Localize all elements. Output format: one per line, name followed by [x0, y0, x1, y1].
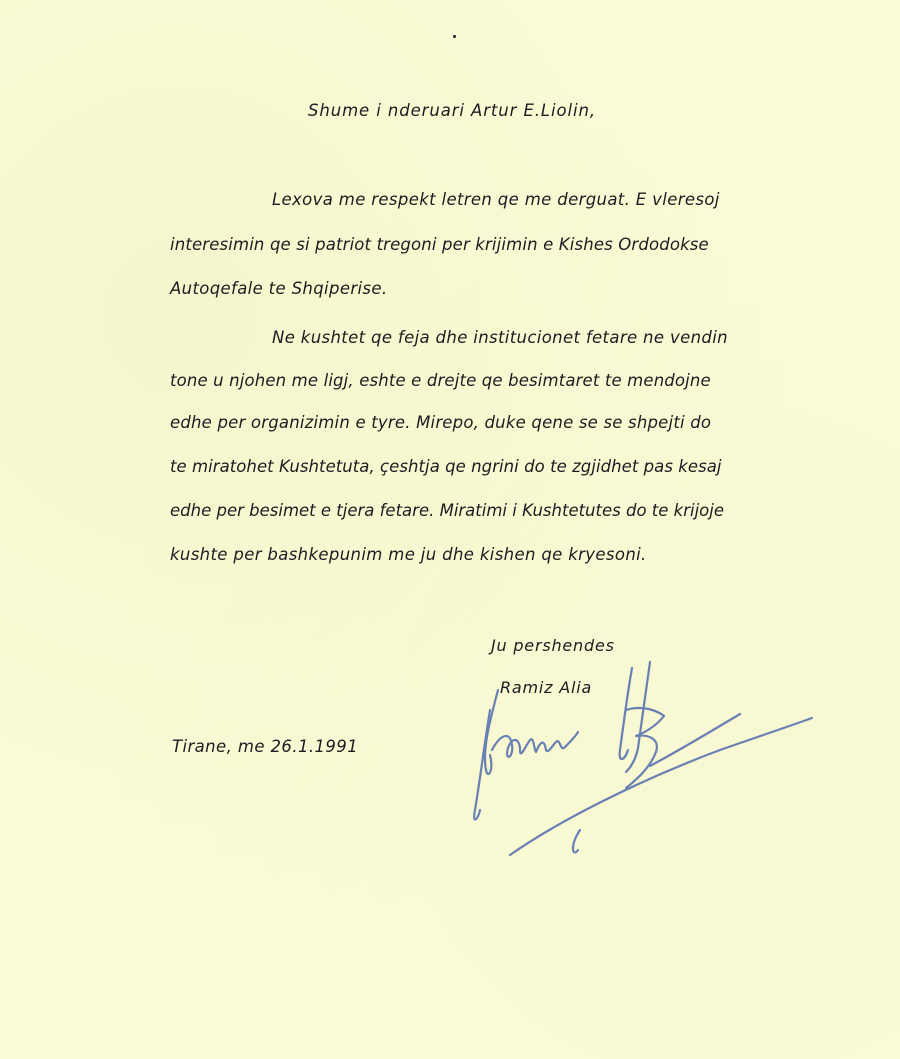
paragraph-2-line-1: Ne kushtet qe feja dhe institucionet fetare ne vendin — [272, 328, 728, 347]
paper-speck — [453, 35, 456, 38]
paragraph-1-line-3: Autoqefale te Shqiperise. — [170, 279, 388, 298]
paragraph-1-line-2: interesimin qe si patriot tregoni per krijimin e Kishes Ordodokse — [170, 235, 709, 254]
paragraph-2-line-5: edhe per besimet e tjera fetare. Miratimi i Kushtetutes do te krijoje — [170, 501, 724, 520]
closing: Ju pershendes — [491, 636, 615, 655]
paragraph-2-line-3: edhe per organizimin e tyre. Mirepo, duke qene se se shpejti do — [170, 413, 712, 432]
paragraph-2-line-2: tone u njohen me ligj, eshte e drejte qe besimtaret te mendojne — [170, 371, 711, 390]
paragraph-2-line-4: te miratohet Kushtetuta, çeshtja qe ngrini do te zgjidhet pas kesaj — [170, 457, 722, 476]
place-date: Tirane, me 26.1.1991 — [172, 737, 359, 756]
handwritten-signature — [460, 650, 820, 870]
paragraph-1-line-1: Lexova me respekt letren qe me derguat. E vleresoj — [272, 190, 720, 209]
salutation: Shume i nderuari Artur E.Liolin, — [308, 101, 596, 120]
paragraph-2-line-6: kushte per bashkepunim me ju dhe kishen qe kryesoni. — [170, 545, 647, 564]
signer-name: Ramiz Alia — [500, 678, 593, 697]
